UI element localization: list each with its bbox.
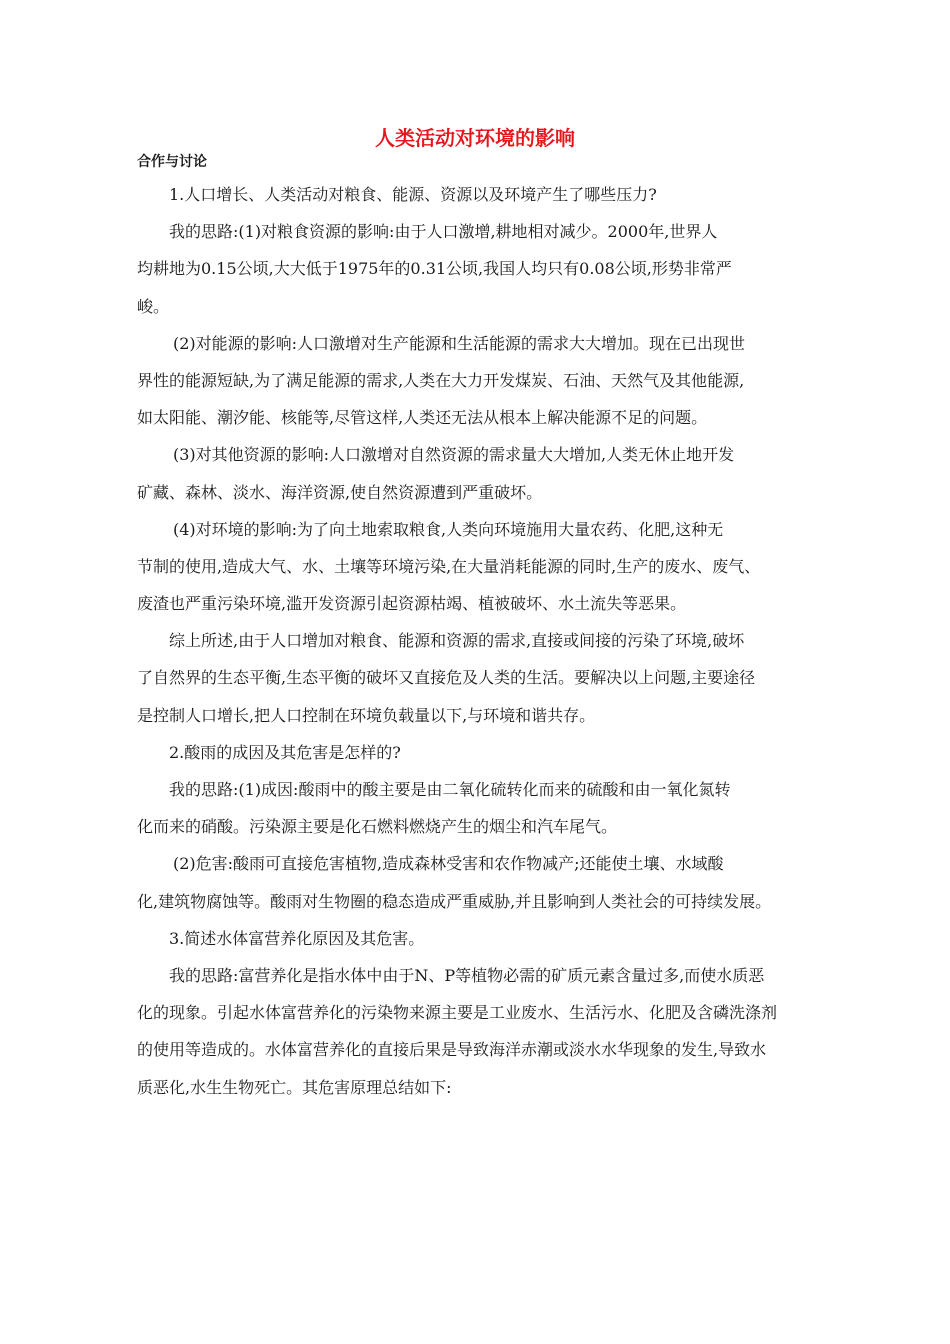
document-body <box>137 182 827 1112</box>
section-heading: 合作与讨论 <box>137 154 207 170</box>
text-line: 质恶化,水生生物死亡。其危害原理总结如下: <box>137 1077 452 1097</box>
text-line: 化而来的硝酸。污染源主要是化石燃料燃烧产生的烟尘和汽车尾气。 <box>137 817 618 837</box>
page-title: 人类活动对环境的影响 <box>375 126 575 150</box>
text-line: 的使用等造成的。水体富营养化的直接后果是导致海洋赤潮或淡水水华现象的发生,导致水 <box>137 1040 767 1060</box>
text-line: 我的思路:(1)成因:酸雨中的酸主要是由二氧化硫转化而来的硫酸和由一氧化氮转 <box>169 780 731 799</box>
text-line: 矿藏、森林、淡水、海洋资源,使自然资源遭到严重破坏。 <box>137 482 543 502</box>
text-line: 是控制人口增长,把人口控制在环境负载量以下,与环境和谐共存。 <box>137 705 596 725</box>
text-line: 均耕地为0.15公顷,大大低于1975年的0.31公顷,我国人均只有0.08公顷,形势非常严 <box>137 259 732 279</box>
text-line: 3.简述水体富营养化原因及其危害。 <box>169 928 425 948</box>
text-line: (2)对能源的影响:人口激增对生产能源和生活能源的需求大大增加。现在已出现世 <box>173 333 746 353</box>
text-line: 1.人口增长、人类活动对粮食、能源、资源以及环境产生了哪些压力? <box>169 185 657 204</box>
text-line: (2)危害:酸雨可直接危害植物,造成森林受害和农作物减产;还能使土壤、水域酸 <box>173 854 724 874</box>
text-line: (4)对环境的影响:为了向土地索取粮食,人类向环境施用大量农药、化肥,这种无 <box>173 519 724 539</box>
text-line: 2.酸雨的成因及其危害是怎样的? <box>169 742 401 762</box>
text-line: 化的现象。引起水体富营养化的污染物来源主要是工业废水、生活污水、化肥及含磷洗涤剂 <box>137 1003 778 1023</box>
text-line: 峻。 <box>137 296 170 316</box>
text-line: 节制的使用,造成大气、水、土壤等环境污染,在大量消耗能源的同时,生产的废水、废气、 <box>137 556 761 576</box>
text-line: 我的思路:(1)对粮食资源的影响:由于人口激增,耕地相对减少。2000年,世界人 <box>169 222 718 242</box>
text-line: 我的思路:富营养化是指水体中由于N、P等植物必需的矿质元素含量过多,而使水质恶 <box>169 965 765 985</box>
text-line: 化,建筑物腐蚀等。酸雨对生物圈的稳态造成严重威胁,并且影响到人类社会的可持续发展。 <box>137 891 772 911</box>
text-line: 了自然界的生态平衡,生态平衡的破坏又直接危及人类的生活。要解决以上问题,主要途径 <box>137 668 756 688</box>
text-line: 废渣也严重污染环境,滥开发资源引起资源枯竭、植被破坏、水土流失等恶果。 <box>137 594 687 614</box>
text-line: (3)对其他资源的影响:人口激增对自然资源的需求量大大增加,人类无休止地开发 <box>173 445 735 465</box>
text-line: 综上所述,由于人口增加对粮食、能源和资源的需求,直接或间接的污染了环境,破坏 <box>169 631 745 651</box>
text-line: 如太阳能、潮汐能、核能等,尽管这样,人类还无法从根本上解决能源不足的问题。 <box>137 408 708 428</box>
text-line: 界性的能源短缺,为了满足能源的需求,人类在大力开发煤炭、石油、天然气及其他能源, <box>137 370 745 390</box>
